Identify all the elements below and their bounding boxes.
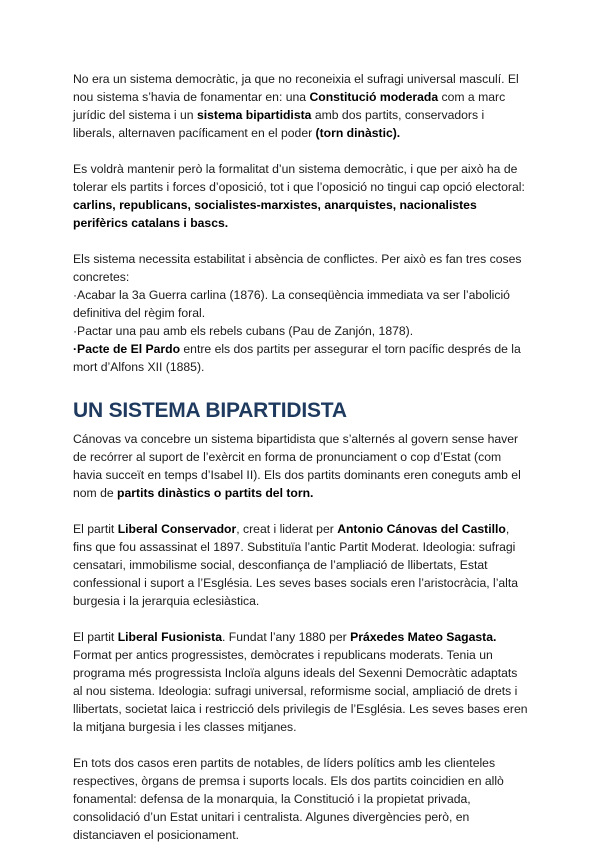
- text: Format per antics progressistes, demòcrates i republicans moderats. Tenia un programa més progressista Incloïa alguns ideals del Sexenni Democràtic adaptats al nou sistema. Ideologia: sufragi universal, reformisme social, ampliació de drets i llibertats, societat laica i restricció dels privilegis de l’Església. Les seves bases eren la mitjana burgesia i les classes mitjanes.: [73, 648, 528, 734]
- text: com a marc jurídic del sistema i un: [73, 90, 506, 122]
- bold-constitucio: Constitució moderada: [309, 90, 439, 104]
- text: . Fundat l’any 1880 per: [222, 630, 351, 644]
- text: ·Pactar una pau amb els rebels cubans (Pau de Zanjón, 1878).: [73, 324, 414, 338]
- text: No era un sistema democràtic, ja que no reconeixia el sufragi universal masculí. El nou sistema s’havia de fonamentar en: una: [73, 72, 519, 104]
- bold-liberal-fusionista: Liberal Fusionista: [117, 630, 223, 644]
- paragraph-notables: [73, 754, 528, 844]
- bold-canovas: Antonio Cánovas del Castillo: [337, 522, 506, 536]
- paragraph-fusionista: [73, 628, 528, 736]
- paragraph-oposicio: [73, 160, 528, 232]
- bold-torn: (torn dinàstic).: [315, 126, 401, 140]
- bold-pacte-pardo: ·Pacte de El Pardo: [73, 342, 181, 356]
- bold-bipartidista: sistema bipartidista: [196, 108, 312, 122]
- document-page: [73, 70, 528, 844]
- bold-partits-dinastics: partits dinàstics o partits del torn.: [117, 486, 314, 500]
- text: El partit: [73, 522, 118, 536]
- text: entre els dos partits per assegurar el torn pacífic després de la mort d’Alfons XII (1885).: [73, 342, 521, 374]
- list-item: [73, 286, 528, 322]
- paragraph-estabilitat: [73, 250, 528, 286]
- bold-liberal-conservador: Liberal Conservador: [117, 522, 237, 536]
- paragraph-sistema: [73, 70, 528, 142]
- list-item: [73, 340, 528, 376]
- text: Els sistema necessita estabilitat i absència de conflictes. Per això es fan tres coses concretes:: [73, 252, 522, 284]
- paragraph-canovas: [73, 430, 528, 502]
- text: , fins que fou assassinat el 1897. Substituïa l’antic Partit Moderat. Ideologia: sufragi censatari, immobilisme social, desconfiança de l’ampliació de llibertats, Estat confessional i suport a l’Església. Les seves bases socials eren l’aristocràcia, l’alta burgesia i la jerarquia eclesiàstica.: [73, 522, 519, 608]
- bold-partits-oposicio: carlins, republicans, socialistes-marxistes, anarquistes, nacionalistes perifèrics catalans i bascs.: [73, 198, 477, 230]
- text: , creat i liderat per: [236, 522, 338, 536]
- text: El partit: [73, 630, 118, 644]
- bold-sagasta: Práxedes Mateo Sagasta.: [350, 630, 497, 644]
- text: Cánovas va concebre un sistema bipartidista que s’alternés al govern sense haver de recórrer al suport de l’exèrcit en forma de pronunciament o cop d’Estat (com havia succeït en temps d’Isabel II). Els dos partits dominants eren coneguts amb el nom de: [73, 432, 521, 500]
- text: En tots dos casos eren partits de notables, de líders polítics amb les clienteles respectives, òrgans de premsa i suports locals. Els dos partits coincidien en allò fonamental: defensa de la monarquia, la Constitució i la propietat privada, consolidació d’un Estat unitari i centralista. Algunes divergències però, en distanciaven el posicionament.: [73, 756, 504, 842]
- text: ·Acabar la 3a Guerra carlina (1876). La conseqüència immediata va ser l’abolició definitiva del règim foral.: [73, 288, 510, 320]
- list-item: [73, 322, 528, 340]
- section-heading: UN SISTEMA BIPARTIDISTA: [73, 399, 347, 422]
- paragraph-conservador: [73, 520, 528, 610]
- text: Es voldrà mantenir però la formalitat d’un sistema democràtic, i que per això ha de tolerar els partits i forces d’oposició, tot i que l’oposició no tingui cap opció electoral:: [73, 162, 525, 194]
- text: amb dos partits, conservadors i liberals, alternaven pacíficament en el poder: [73, 108, 485, 140]
